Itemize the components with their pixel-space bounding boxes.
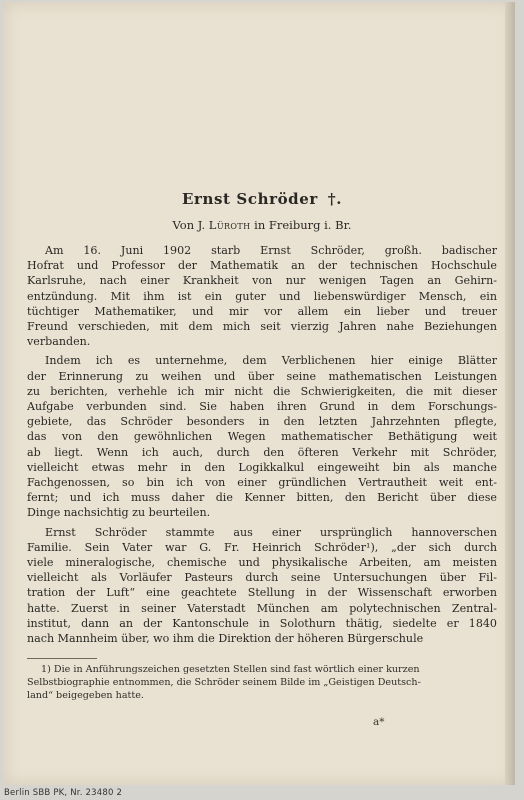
text-line: Fachgenossen, so bin ich von einer gründlichen Vertrautheit weit ent- xyxy=(27,476,497,490)
text-line: vielleicht als Vorläufer Pasteurs durch seine Untersuchungen über Fil- xyxy=(27,571,497,585)
text-line: Indem ich es unternehme, dem Verblichenen hier einige Blätter xyxy=(45,354,497,368)
paragraphs xyxy=(27,243,497,646)
text-line: Ernst Schröder stammte aus einer ursprünglich hannoverschen xyxy=(45,525,497,539)
library-stamp: Berlin SBB PK, Nr. 23480 2 xyxy=(4,788,123,798)
text-line: entzündung. Mit ihm ist ein guter und liebenswürdiger Mensch, ein xyxy=(27,289,497,303)
paragraph xyxy=(27,525,497,647)
text-line: Hofrat und Professor der Mathematik an der technischen Hochschule xyxy=(27,259,497,273)
text-line: Am 16. Juni 1902 starb Ernst Schröder, großh. badischer xyxy=(45,244,497,257)
footnote-line: land“ beigegeben hatte. xyxy=(27,689,144,701)
text-line: vielleicht etwas mehr in den Logikkalkul eingeweiht bin als manche xyxy=(27,460,497,474)
article-title xyxy=(27,190,497,208)
title-text: Ernst Schröder xyxy=(181,190,318,208)
text-line: das von den gewöhnlichen Wegen mathematischer Bethätigung weit xyxy=(27,430,497,444)
text-line: ab liegt. Wenn ich auch, durch den öfteren Verkehr mit Schröder, xyxy=(27,445,497,459)
byline-prefix: Von J. xyxy=(172,218,206,232)
text-line: Familie. Sein Vater war G. Fr. Heinrich Schröder¹), „der sich durch xyxy=(27,540,497,554)
article-body xyxy=(27,167,497,703)
byline-author: Lüroth xyxy=(208,218,251,232)
footnote-line: Selbstbiographie entnommen, die Schröder seinem Bilde im „Geistigen Deutsch- xyxy=(27,677,421,689)
text-line: gebiete, das Schröder besonders in den letzten Jahrzehnten pflegte, xyxy=(27,415,497,429)
text-line: nach Mannheim über, wo ihm die Direktion der höheren Bürgerschule xyxy=(27,632,424,646)
byline-suffix: in Freiburg i. Br. xyxy=(254,218,352,232)
byline xyxy=(27,218,497,232)
text-line: der Erinnerung zu weihen und über seine mathematischen Leistungen xyxy=(27,369,497,383)
text-line: hatte. Zuerst in seiner Vaterstadt München am polytechnischen Zentral- xyxy=(27,601,497,615)
paragraph xyxy=(27,353,497,520)
text-line: verbanden. xyxy=(27,335,91,349)
paragraph xyxy=(27,243,497,349)
text-line: fernt; und ich muss daher die Kenner bitten, den Bericht über diese xyxy=(27,491,497,505)
title-cross-mark: †. xyxy=(327,190,343,208)
footnote-rule xyxy=(27,658,97,659)
footnote-line: 1) Die in Anführungszeichen gesetzten Stellen sind fast wörtlich einer kurzen xyxy=(41,664,420,676)
text-line: Aufgabe verbunden sind. Sie haben ihren Grund in dem Forschungs- xyxy=(27,400,497,414)
text-line: tration der Luft“ eine geachtete Stellung in der Wissenschaft erworben xyxy=(27,586,497,600)
text-line: tüchtiger Mathematiker, und mir vor allem ein lieber und treuer xyxy=(27,304,497,318)
text-line: Dinge nachsichtig zu beurteilen. xyxy=(27,506,211,520)
text-line: Karlsruhe, nach einer Krankheit von nur wenigen Tagen an Gehirn- xyxy=(27,274,497,288)
signature-mark: a* xyxy=(373,716,385,728)
page-spine-shadow xyxy=(505,2,515,785)
footnote xyxy=(27,664,497,702)
text-line: institut, dann an der Kantonschule in Solothurn thätig, siedelte er 1840 xyxy=(27,616,497,630)
text-line: zu berichten, verhehle ich mir nicht die Schwierigkeiten, die mit dieser xyxy=(27,384,497,398)
text-line: Freund verschieden, mit dem mich seit vierzig Jahren nahe Beziehungen xyxy=(27,320,497,334)
scanned-page xyxy=(3,2,515,785)
text-line: viele mineralogische, chemische und physikalische Arbeiten, am meisten xyxy=(27,556,497,570)
